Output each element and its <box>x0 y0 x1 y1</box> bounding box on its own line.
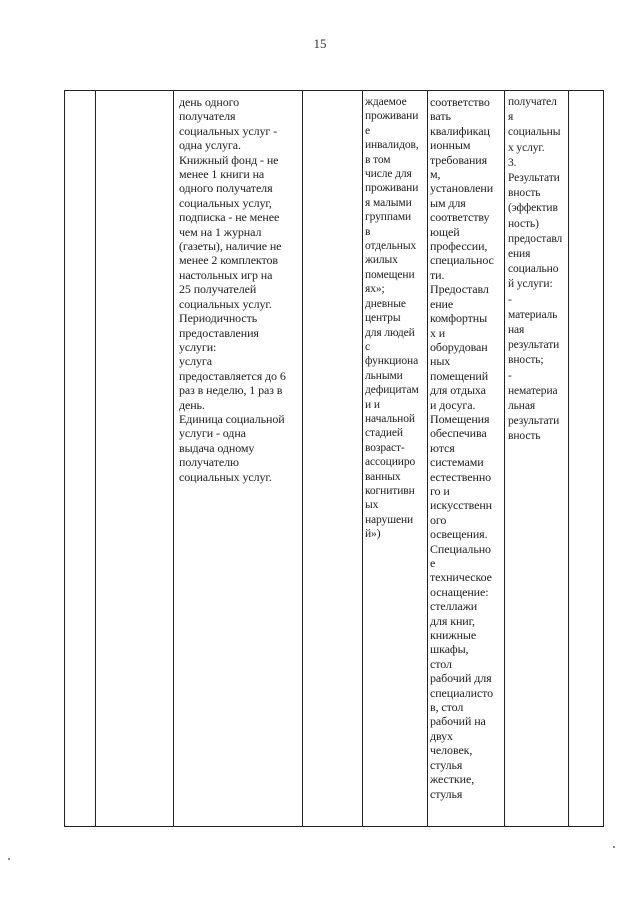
conditions-cell: соответство вать квалификац ионным требования м, установлени ым для соответству ющей профессии, специальнос ти. Предоставл ение комфортны х и оборудован ных помещений для отдыха и досуга. Помещения обеспечива ются системами естественно го и искусственн ого освещения. Специально е техническое оснащение: стеллажи для книг, книжные шкафы, стол рабочий для специалисто в, стол рабочий на двух человек, стулья жесткие, стулья <box>430 95 494 801</box>
table-column-border <box>302 90 303 827</box>
page-number: 15 <box>313 36 327 51</box>
table-column-border <box>362 90 363 827</box>
table-top-border <box>64 90 604 91</box>
recipients-cell: ждаемое проживани е инвалидов, в том числе для проживани я малыми группами в отдельных жилых помещени ях»; дневные центры для людей с функциона льными дефицитам и и начальной стадией возраст- ассоцииро ванных когнитивн ых нарушени й») <box>365 96 419 541</box>
table-column-border <box>64 90 65 827</box>
table-column-border <box>173 90 174 827</box>
scan-speck <box>8 858 10 860</box>
table-column-border <box>427 90 428 827</box>
table-column-border <box>504 90 505 827</box>
table-column-border <box>603 90 604 827</box>
scan-speck <box>613 846 615 848</box>
service-standards-cell: день одного получателя социальных услуг - одна услуга. Книжный фонд - не менее 1 книги на одного получателя социальных услуг, подписка - не менее чем на 1 журнал (газеты), наличие не менее 2 комплектов настольных игр на 25 получателей социальных услуг. Периодичность предоставления услуги: услуга предоставляется до 6 раз в неделю, 1 раз в день. Единица социальной услуги - одна выдача одному получателю социальных услуг. <box>179 95 286 484</box>
quality-indicators-cell: получател я социальны х услуг. 3. Результати вность (эффектив ность) предоставл ения социально й услуги: - материаль ная результати вность; - нематериа льная результати вность <box>508 96 563 443</box>
table-bottom-border <box>64 826 604 827</box>
table-column-border <box>95 90 96 827</box>
table-column-border <box>568 90 569 827</box>
